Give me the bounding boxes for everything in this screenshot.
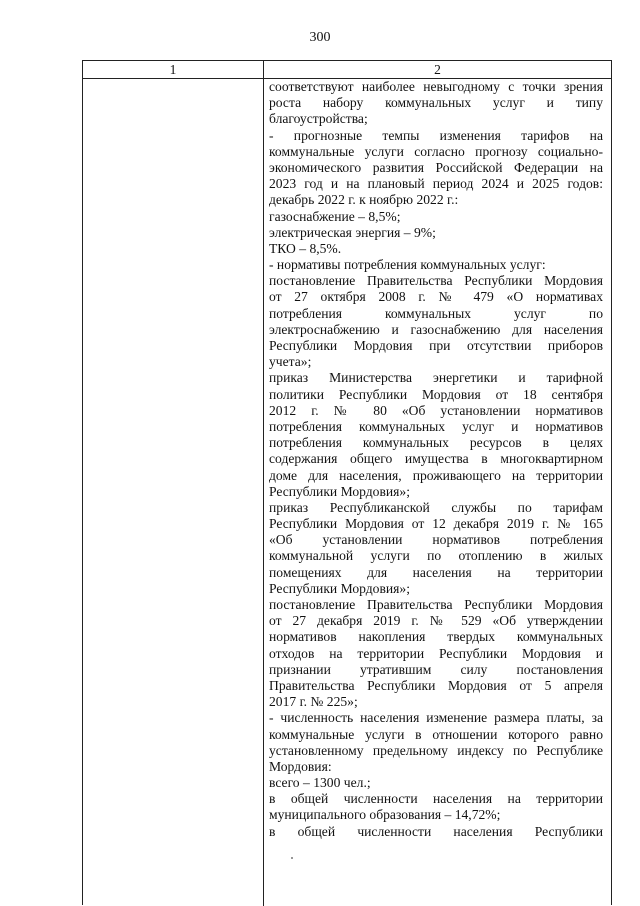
text-line: содержания общего имущества в многоквартирном bbox=[269, 451, 603, 467]
text-line: Правительства Республики Мордовия от 5 апреля bbox=[269, 677, 603, 693]
text-line: потребления коммунальных услуг по bbox=[269, 305, 603, 321]
text-line: от 27 октября 2008 г. № 479 «О нормативах bbox=[269, 289, 603, 305]
column-header-1: 1 bbox=[169, 62, 177, 77]
text-line: в общей численности населения Республики bbox=[269, 823, 603, 839]
text-line: доме для населения, проживающего на территории bbox=[269, 467, 603, 483]
text-line: газоснабжение – 8,5%; bbox=[269, 208, 401, 224]
text-line: Республики Мордовия от 12 декабря 2019 г. № 165 bbox=[269, 516, 603, 532]
text-line: Мордовия: bbox=[269, 758, 332, 774]
text-line: постановление Правительства Республики Мордовия bbox=[269, 273, 603, 289]
text-line: коммунальной услуги по отоплению в жилых bbox=[269, 548, 603, 564]
text-line: от 27 декабря 2019 г. № 529 «Об утверждении bbox=[269, 613, 603, 629]
text-line: - численность населения изменение размера платы, за bbox=[269, 710, 603, 726]
text-line: приказ Министерства энергетики и тарифной bbox=[269, 370, 603, 386]
text-line: отходов на территории Республики Мордовия и bbox=[269, 645, 603, 661]
text-line: - прогнозные темпы изменения тарифов на bbox=[269, 127, 603, 143]
text-line: 2023 год и на плановый период 2024 и 2025 годов: bbox=[269, 176, 603, 192]
text-line: экономического развития Российской Федерации на bbox=[269, 159, 603, 175]
text-line: ТКО – 8,5%. bbox=[269, 240, 342, 256]
column-header-2: 2 bbox=[434, 62, 441, 77]
text-line: Республики Мордовия»; bbox=[269, 580, 410, 596]
text-line: благоустройства; bbox=[269, 111, 368, 127]
text-line: Республики Мордовия»; bbox=[269, 483, 410, 499]
text-line: 2012 г. № 80 «Об установлении нормативов bbox=[269, 402, 603, 418]
text-line: электроснабжению и газоснабжению для населения bbox=[269, 321, 603, 337]
text-line: роста набору коммунальных услуг и типу bbox=[269, 95, 603, 111]
text-line: декабрь 2022 г. к ноябрю 2022 г.: bbox=[269, 192, 459, 208]
table-header-row bbox=[83, 61, 611, 79]
text-line: потребления коммунальных ресурсов в целях bbox=[269, 435, 603, 451]
text-line: всего – 1300 чел.; bbox=[269, 775, 371, 791]
column-divider bbox=[263, 61, 264, 906]
text-line: нормативов накопления твердых коммунальных bbox=[269, 629, 603, 645]
text-line: приказ Республиканской службы по тарифам bbox=[269, 499, 603, 515]
text-line: соответствуют наиболее невыгодному с точки зрения bbox=[269, 79, 603, 94]
text-line: - нормативы потребления коммунальных услуг: bbox=[269, 257, 546, 273]
text-line: коммунальные услуги согласно прогнозу социально- bbox=[269, 143, 603, 159]
text-line: в общей численности населения на территории bbox=[269, 791, 603, 807]
text-line: политики Республики Мордовия от 18 сентября bbox=[269, 386, 603, 402]
text-line: муниципального образования – 14,72%; bbox=[269, 807, 501, 823]
document-table bbox=[82, 60, 612, 905]
text-line: электрическая энергия – 9%; bbox=[269, 224, 436, 240]
text-line: учета»; bbox=[269, 354, 312, 370]
page-number: 300 bbox=[309, 30, 331, 45]
text-line: установленному предельному индексу по Республике bbox=[269, 742, 603, 758]
text-line: помещениях для населения на территории bbox=[269, 564, 603, 580]
text-line: «Об установлении нормативов потребления bbox=[269, 532, 603, 548]
text-line: Республики Мордовия при отсутствии приборов bbox=[269, 338, 603, 353]
text-line: коммунальные услуги в отношении которого равно bbox=[269, 726, 603, 742]
text-line: признании утратившим силу постановления bbox=[269, 661, 603, 677]
text-line: 2017 г. № 225»; bbox=[269, 694, 358, 710]
table-cell-column-2 bbox=[269, 79, 603, 840]
scan-speck bbox=[291, 857, 293, 859]
text-line: потребления коммунальных услуг и нормативов bbox=[269, 418, 603, 434]
text-line: постановление Правительства Республики Мордовия bbox=[269, 597, 603, 612]
